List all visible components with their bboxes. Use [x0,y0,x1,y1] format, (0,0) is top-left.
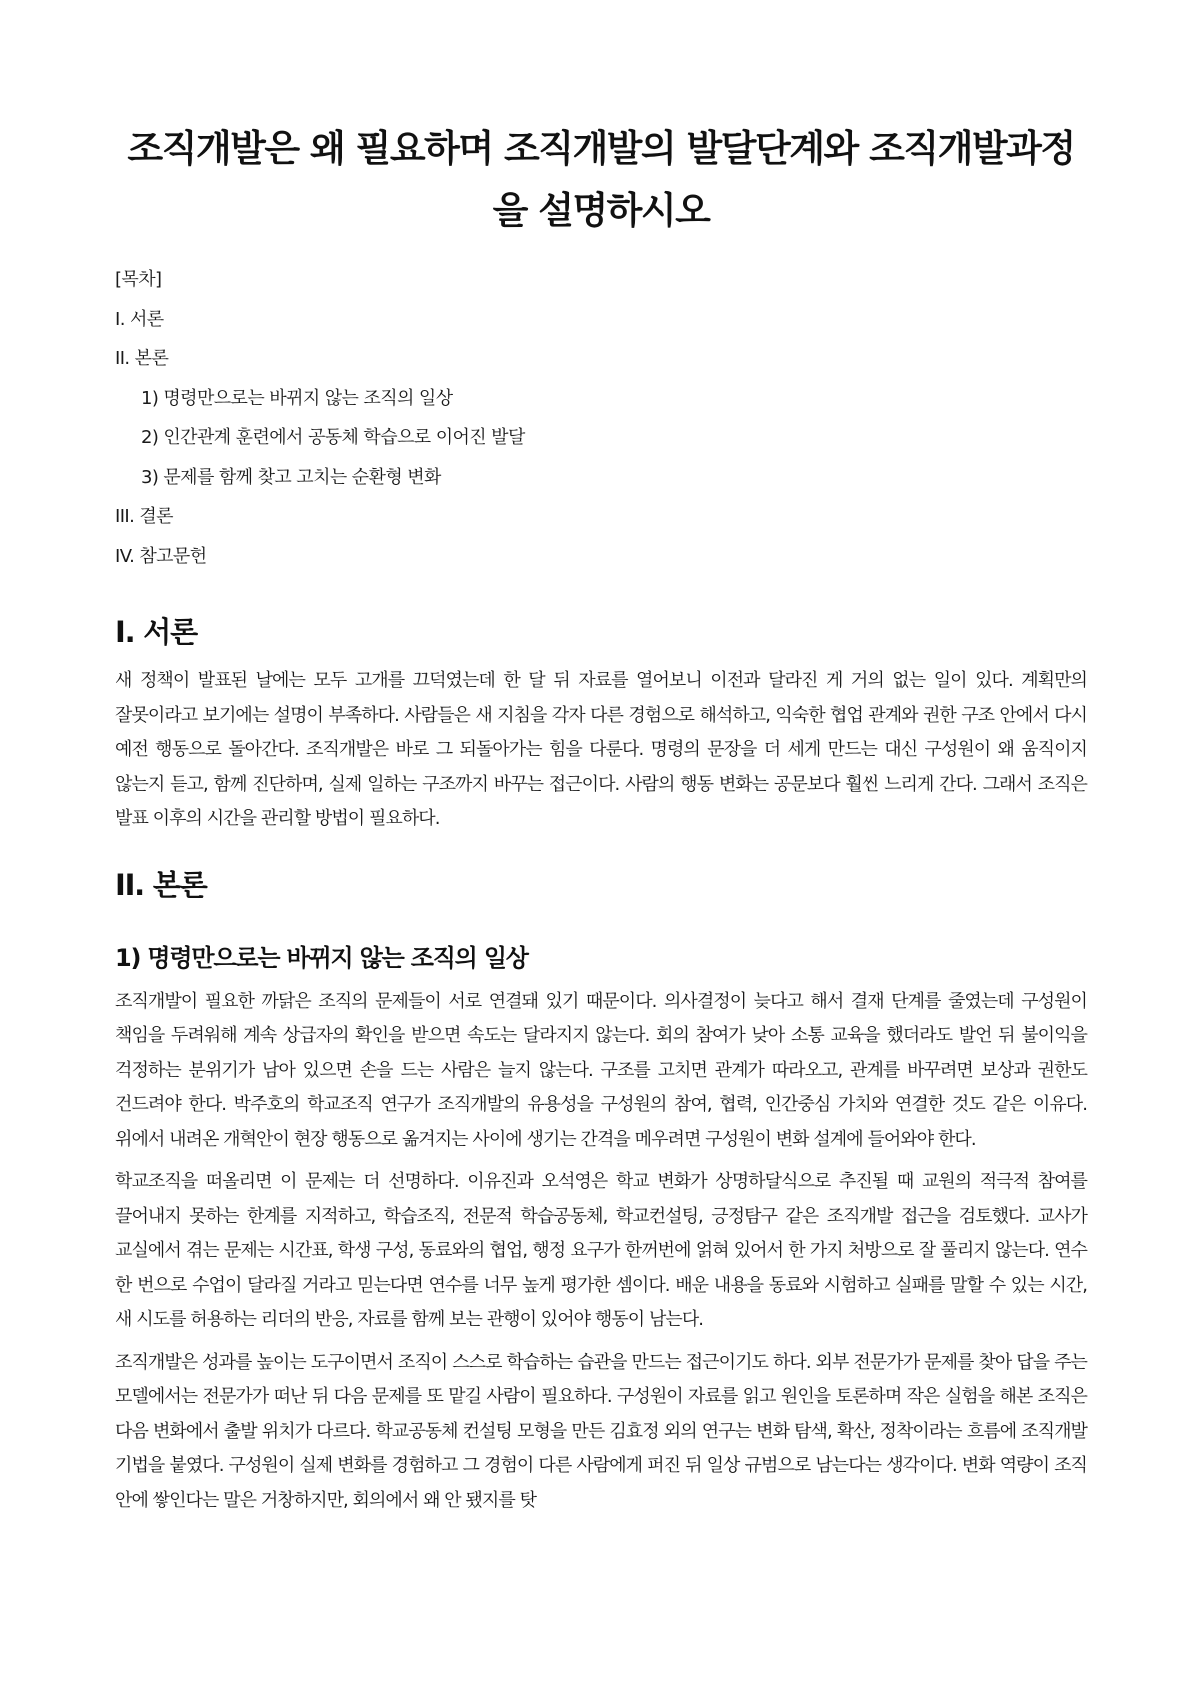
toc-item-body-1: 1) 명령만으로는 바뀌지 않는 조직의 일상 [141,387,453,409]
table-of-contents [115,260,1087,576]
toc-item-body: II. 본론 [115,348,169,369]
toc-item-conclusion: III. 결론 [115,506,173,527]
toc-item-intro: I. 서론 [115,308,164,330]
intro-heading: I. 서론 [115,615,197,649]
toc-item-body-2: 2) 인간관계 훈련에서 공동체 학습으로 이어진 발달 [141,427,525,448]
page-title: 조직개발은 왜 필요하며 조직개발의 발달단계와 조직개발과정을 설명하시오 [127,127,1075,232]
toc-item-references: IV. 참고문헌 [115,545,207,567]
toc-heading: [목차] [115,269,162,290]
body-paragraph: 학교조직을 떠올리면 이 문제는 더 선명하다. 이유진과 오석영은 학교 변화가 상명하달식으로 추진될 때 교원의 적극적 참여를 끌어내지 못하는 한계를 지적하고, 학습조직, 전문적 학습공동체, 학교컨설팅, 긍정탐구 같은 조직개발 접근을 검토했다. 교사가 교실에서 겪는 문제는 시간표, 학생 구성, 동료와의 협업, 행정 요구가 한꺼번에 얽혀 있어서 한 가지 처방으로 잘 풀리지 않는다. 연수 한 번으로 수업이 달라질 거라고 믿는다면 연수를 너무 높게 평가한 셈이다. 배운 내용을 동료와 시험하고 실패를 말할 수 있는 시간, 새 시도를 허용하는 리더의 반응, 자료를 함께 보는 관행이 있어야 행동이 남는다. [115,1171,1087,1330]
body-paragraph: 조직개발이 필요한 까닭은 조직의 문제들이 서로 연결돼 있기 때문이다. 의사결정이 늦다고 해서 결재 단계를 줄였는데 구성원이 책임을 두려워해 계속 상급자의 확인을 받으면 속도는 달라지지 않는다. 회의 참여가 낮아 소통 교육을 했더라도 발언 뒤 불이익을 걱정하는 분위기가 남아 있으면 손을 드는 사람은 늘지 않는다. 구조를 고치면 관계가 따라오고, 관계를 바꾸려면 보상과 권한도 건드려야 한다. 박주호의 학교조직 연구가 조직개발의 유용성을 구성원의 참여, 협력, 인간중심 가치와 연결한 것도 같은 이유다. 위에서 내려온 개혁안이 현장 행동으로 옮겨지는 사이에 생기는 간격을 메우려면 구성원이 변화 설계에 들어와야 한다. [115,990,1087,1150]
intro-paragraph: 새 정책이 발표된 날에는 모두 고개를 끄덕였는데 한 달 뒤 자료를 열어보니 이전과 달라진 게 거의 없는 일이 있다. 계획만의 잘못이라고 보기에는 설명이 부족하다. 사람들은 새 지침을 각자 다른 경험으로 해석하고, 익숙한 협업 관계와 권한 구조 안에서 다시 예전 행동으로 돌아간다. 조직개발은 바로 그 되돌아가는 힘을 다룬다. 명령의 문장을 더 세게 만드는 대신 구성원이 왜 움직이지 않는지 듣고, 함께 진단하며, 실제 일하는 구조까지 바꾸는 접근이다. 사람의 행동 변화는 공문보다 훨씬 느리게 간다. 그래서 조직은 발표 이후의 시간을 관리할 방법이 필요하다. [115,670,1088,829]
body-sub1-heading: 1) 명령만으로는 바뀌지 않는 조직의 일상 [115,943,528,972]
toc-item-body-3: 3) 문제를 함께 찾고 고치는 순환형 변화 [141,466,441,488]
body-heading: II. 본론 [115,867,207,902]
body-paragraph: 조직개발은 성과를 높이는 도구이면서 조직이 스스로 학습하는 습관을 만드는 접근이기도 하다. 외부 전문가가 문제를 찾아 답을 주는 모델에서는 전문가가 떠난 뒤 다음 문제를 또 맡길 사람이 필요하다. 구성원이 자료를 읽고 원인을 토론하며 작은 실험을 해본 조직은 다음 변화에서 출발 위치가 다르다. 학교공동체 컨설팅 모형을 만든 김효정 외의 연구는 변화 탐색, 확산, 정착이라는 흐름에 조직개발 기법을 붙였다. 구성원이 실제 변화를 경험하고 그 경험이 다른 사람에게 퍼진 뒤 일상 규범으로 남는다는 생각이다. 변화 역량이 조직 안에 쌓인다는 말은 거창하지만, 회의에서 왜 안 됐지를 탓 [115,1351,1087,1511]
